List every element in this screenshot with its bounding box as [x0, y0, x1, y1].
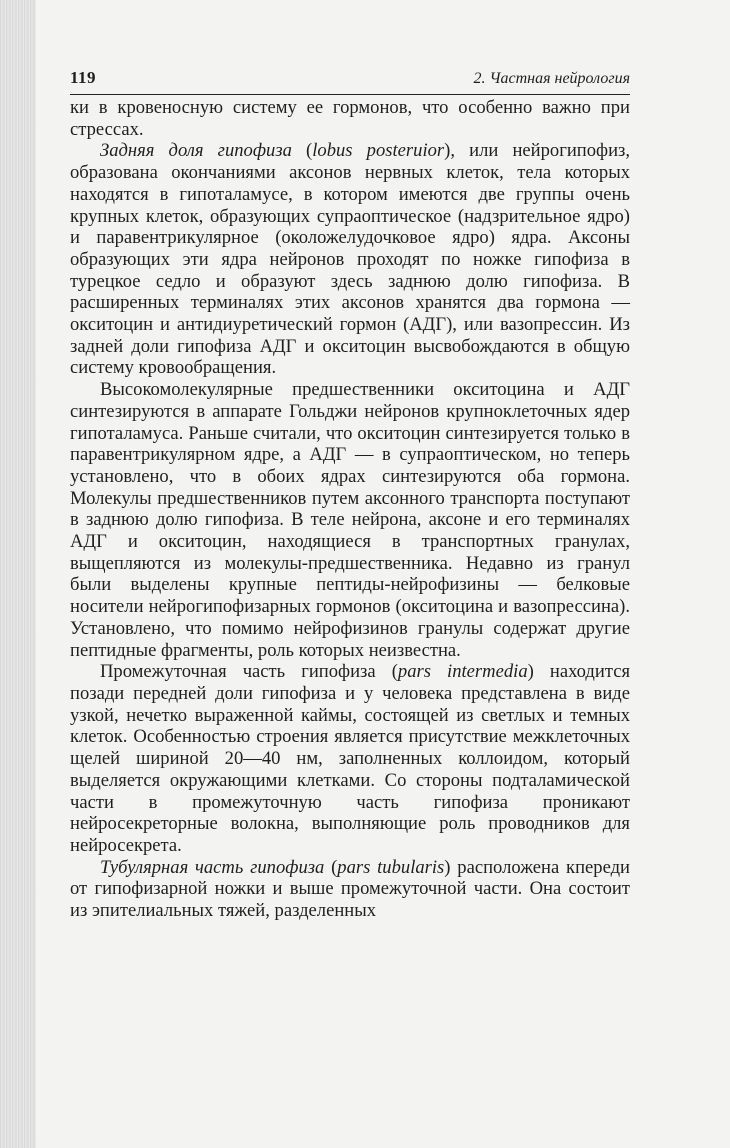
- paragraph-2-open: (: [291, 140, 313, 162]
- latin-term-pars-intermedia: pars intermedia: [397, 661, 528, 683]
- book-page: [70, 68, 630, 922]
- page-header: [70, 68, 630, 90]
- page-binding-edge: [0, 0, 36, 1148]
- header-rule: [70, 94, 630, 95]
- paragraph-5: [70, 857, 630, 922]
- page-number: 119: [70, 68, 97, 87]
- paragraph-3-text: Высокомолекулярные предшественники окситоцина и АДГ синтезируются в аппарате Гольджи нейронов крупноклеточных ядер гипоталамуса. Раньше считали, что окситоцин синтезируется только в паравентрикулярном ядре, а АДГ — в супраоптическом, но теперь установлено, что в обоих ядрах синтезируются оба гормона. Молекулы предшественников путем аксонного транспорта поступают в заднюю долю гипофиза. В теле нейрона, аксоне и его терминалях АДГ и окситоцин, находящиеся в транспортных гранулах, выщепляются из молекулы-предшественника. Недавно из гранул были выделены крупные пептиды-нейрофизины — белковые носители нейрогипофизарных гормонов (окситоцина и вазопрессина). Установлено, что помимо нейрофизинов гранулы содержат другие пептидные фрагменты, роль которых неизвестна.: [70, 379, 630, 661]
- paragraph-2: [70, 140, 630, 379]
- paragraph-1: [70, 97, 630, 140]
- paragraph-2-text: ), или нейрогипофиз, образована окончаниями аксонов нервных клеток, тела которых находятся в гипоталамусе, в котором имеются две группы очень крупных клеток, образующих супраоптическое (надзрительное ядро) и паравентрикулярное (околожелудочковое ядро) ядра. Аксоны образующих эти ядра нейронов проходят по ножке гипофиза в турецкое седло и образуют здесь заднюю долю гипофиза. В расширенных терминалях этих аксонов хранятся два гормона — окситоцин и антидиуретический гормон (АДГ), или вазопрессин. Из задней доли гипофиза АДГ и окситоцин высвобождаются в общую систему кровообращения.: [70, 140, 631, 379]
- paragraph-4: [70, 661, 630, 856]
- paragraph-3: [70, 379, 630, 661]
- latin-term-lobus-posterior: lobus posteruior: [312, 140, 445, 162]
- paragraph-4-text-b: ) находится позади передней доли гипофиза и у человека представлена в виде узкой, нечетко выраженной каймы, состоящей из светлых и темных клеток. Особенностью строения является присутствие межклеточных щелей шириной 20—40 нм, заполненных коллоидом, который выделяется окружающими клетками. Со стороны подталамической части в промежуточную часть гипофиза проникают нейросекреторные волокна, выполняющие роль проводников для нейросекрета.: [70, 661, 631, 856]
- paragraph-4-text-a: Промежуточная часть гипофиза (: [100, 661, 398, 683]
- running-head: 2. Частная нейрология: [473, 70, 630, 87]
- term-posterior-lobe: Задняя доля гипофиза: [100, 140, 292, 162]
- page-body: [70, 97, 630, 922]
- latin-term-pars-tubularis: pars tubularis: [337, 856, 445, 878]
- paragraph-5-open: (: [324, 856, 338, 878]
- paragraph-1-text: ки в кровеносную систему ее гормонов, что особенно важно при стрессах.: [70, 97, 630, 140]
- term-tubular-part: Тубулярная часть гипофиза: [100, 856, 325, 878]
- paragraph-5-text: ) расположена кпереди от гипофизарной ножки и выше промежуточной части. Она состоит из эпителиальных тяжей, разделенных: [70, 856, 630, 922]
